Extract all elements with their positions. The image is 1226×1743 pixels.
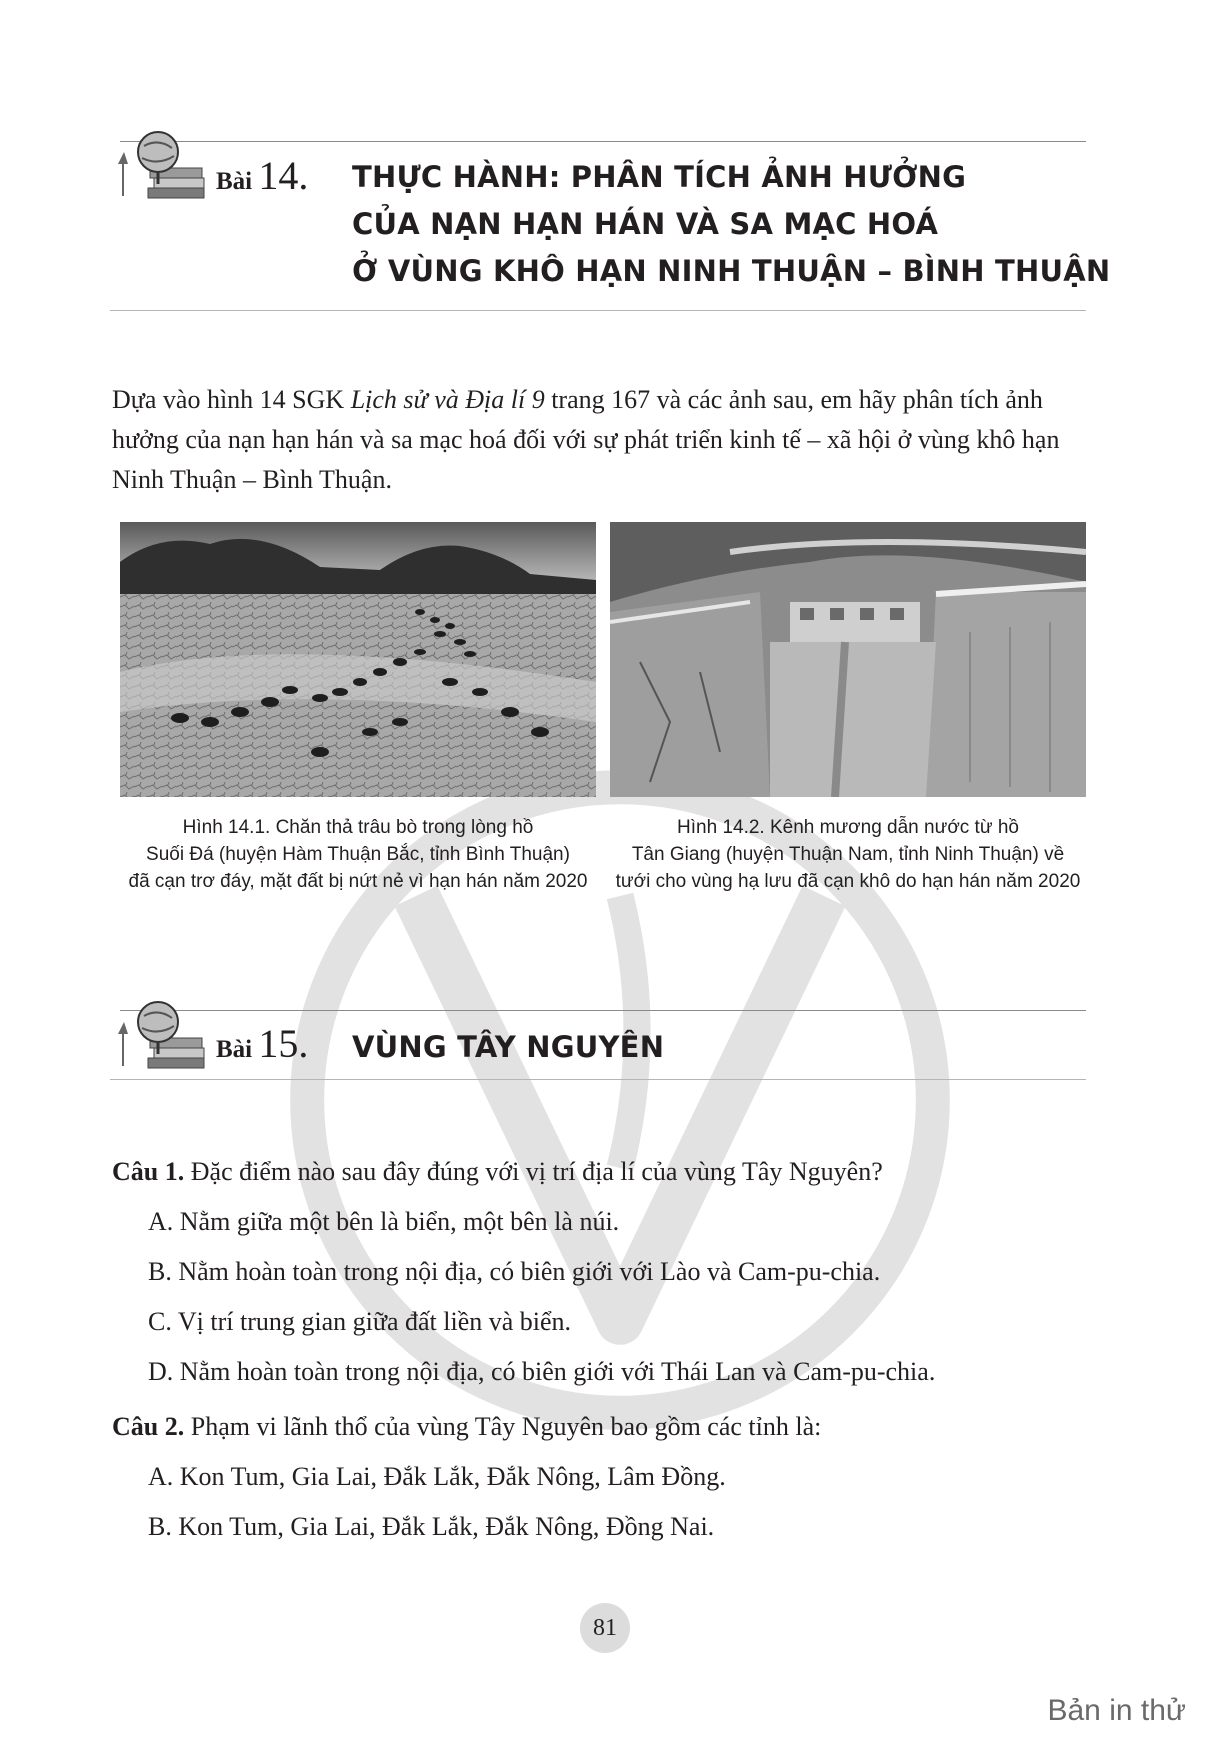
question-2 — [112, 1410, 821, 1444]
question-1-option-c[interactable]: C. Vị trí trung gian giữa đất liền và biển. — [148, 1307, 572, 1336]
globe-books-icon — [112, 124, 212, 204]
caption-line: đã cạn trơ đáy, mặt đất bị nứt nẻ vì hạn hán năm 2020 — [128, 871, 588, 892]
draft-stamp: Bản in thử — [1047, 1694, 1186, 1727]
figure-14-1-caption — [112, 814, 604, 895]
caption-line: tưới cho vùng hạ lưu đã cạn khô do hạn hán năm 2020 — [615, 871, 1081, 892]
lesson-15-title: VÙNG TÂY NGUYÊN — [352, 1030, 665, 1064]
question-2-option-b[interactable]: B. Kon Tum, Gia Lai, Đắk Lắk, Đắk Nông, Đồng Nai. — [148, 1512, 715, 1541]
question-1-option-a[interactable]: A. Nằm giữa một bên là biển, một bên là núi. — [148, 1207, 620, 1236]
lesson-15-number: 15. — [258, 1021, 309, 1066]
figure-14-1-photo — [120, 522, 596, 797]
page-number: 81 — [580, 1603, 630, 1653]
caption-line: Hình 14.1. Chăn thả trâu bò trong lòng hồ — [182, 817, 534, 838]
instruction-text: trang 167 và các ảnh sau, em hãy phân tích ảnh hưởng của nạn hạn hán và sa mạc hoá đối với sự phát triển kinh tế – xã hội ở vùng khô hạn Ninh Thuận – Bình Thuận. — [112, 385, 1060, 494]
header-rule-top — [120, 1010, 1086, 1011]
header-rule-bottom — [110, 310, 1086, 311]
caption-line: Hình 14.2. Kênh mương dẫn nước từ hồ — [677, 817, 1019, 838]
globe-books-icon — [112, 994, 212, 1074]
header-rule-top — [120, 141, 1086, 142]
question-label: Câu 2. — [112, 1412, 185, 1441]
lesson-14-number: 14. — [258, 153, 309, 198]
caption-line: Tân Giang (huyện Thuận Nam, tỉnh Ninh Thuận) về — [631, 844, 1065, 865]
lesson-14-title-line: THỰC HÀNH: PHÂN TÍCH ẢNH HƯỞNG — [352, 160, 967, 194]
question-text: Đặc điểm nào sau đây đúng với vị trí địa lí của vùng Tây Nguyên? — [190, 1157, 883, 1186]
instruction-text: Dựa vào hình 14 SGK — [112, 385, 351, 414]
caption-line: Suối Đá (huyện Hàm Thuận Bắc, tỉnh Bình Thuận) — [146, 844, 570, 865]
lesson-14-title-line: Ở VÙNG KHÔ HẠN NINH THUẬN – BÌNH THUẬN — [352, 254, 1111, 288]
lesson-14-title-line: CỦA NẠN HẠN HÁN VÀ SA MẠC HOÁ — [352, 207, 939, 241]
lesson-14-label: Bài — [216, 168, 253, 195]
question-2-option-a[interactable]: A. Kon Tum, Gia Lai, Đắk Lắk, Đắk Nông, Lâm Đồng. — [148, 1462, 726, 1491]
question-1-option-b[interactable]: B. Nằm hoàn toàn trong nội địa, có biên giới với Lào và Cam-pu-chia. — [148, 1257, 881, 1286]
question-label: Câu 1. — [112, 1157, 185, 1186]
lesson-14-title — [352, 154, 1110, 295]
question-1-option-d[interactable]: D. Nằm hoàn toàn trong nội địa, có biên giới với Thái Lan và Cam-pu-chia. — [148, 1357, 936, 1386]
header-rule-bottom — [110, 1079, 1086, 1080]
lesson-15-heading — [216, 1020, 308, 1067]
book-title: Lịch sử và Địa lí 9 — [350, 385, 545, 414]
figure-14-2-photo — [610, 522, 1086, 797]
lesson-14-heading — [216, 152, 308, 199]
question-text: Phạm vi lãnh thổ của vùng Tây Nguyên bao gồm các tỉnh là: — [190, 1412, 822, 1441]
lesson-15-label: Bài — [216, 1036, 253, 1063]
figure-14-2-caption — [598, 814, 1098, 895]
question-1 — [112, 1155, 883, 1189]
lesson-14-instruction — [112, 380, 1092, 500]
